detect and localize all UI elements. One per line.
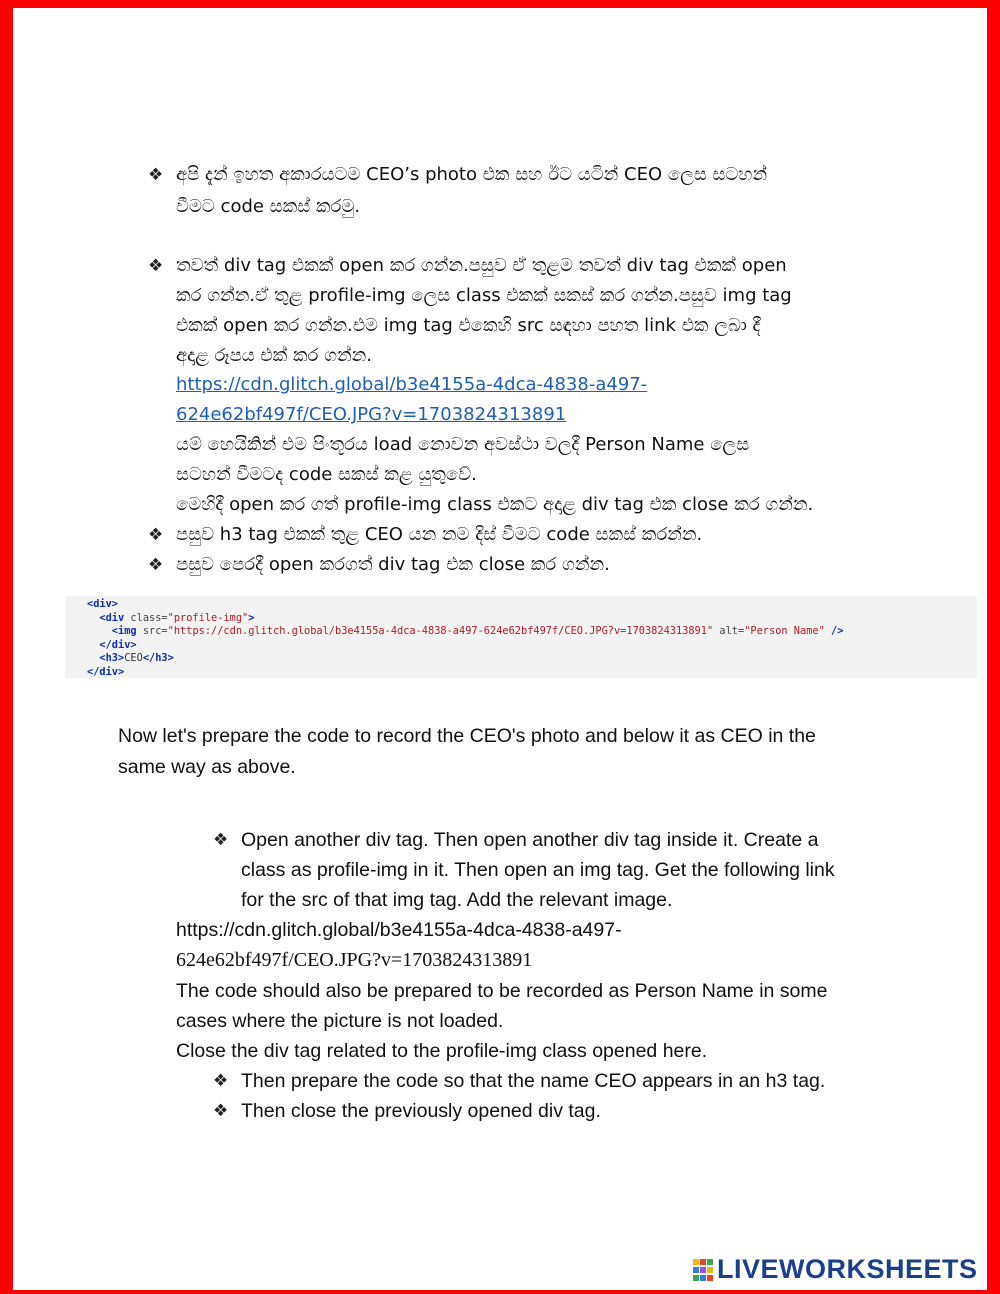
english-b1-line2: class as profile-img in it. Then open an img tag. Get the following link bbox=[241, 859, 835, 881]
bullet-icon: ❖ bbox=[148, 165, 164, 185]
liveworksheets-logo-icon bbox=[693, 1259, 713, 1281]
sinhala-b1-line1: අපි දැන් ඉහත අකාරයටම CEO’s photo එක සහ ඊට යටින් CEO ලෙස සටහන් bbox=[176, 164, 768, 185]
bullet-icon: ❖ bbox=[213, 1071, 229, 1091]
sinhala-b2-line5: යම් හෙයිකින් එම පිංතූරය load නොවන අවස්ථා වලදී Person Name ලෙස bbox=[176, 434, 750, 455]
ceo-image-link-cont[interactable]: 624e62bf497f/CEO.JPG?v=1703824313891 bbox=[176, 404, 567, 425]
sinhala-b2-line7: මෙහිදී open කර ගත් profile-img class එකට අදාළ div tag එක close කර ගන්න. bbox=[176, 494, 814, 515]
sinhala-b2-line2: කර ගන්න.ඒ තුළ profile-img ලෙස class එකක් සකස් කර ගන්න.පසුව img tag bbox=[176, 285, 792, 306]
bullet-icon: ❖ bbox=[148, 256, 164, 276]
sinhala-b2-line6: සටහන් වීමටද code සකස් කළ යුතුවේ. bbox=[176, 464, 477, 485]
english-link-line2: 624e62bf497f/CEO.JPG?v=1703824313891 bbox=[176, 949, 533, 971]
sinhala-b1-line2: වීමට code සකස් කරමු. bbox=[176, 196, 361, 217]
bullet-icon: ❖ bbox=[213, 1101, 229, 1121]
sinhala-b2-line4: අදාළ රූපය එක් කර ගන්න. bbox=[176, 345, 372, 366]
bullet-icon: ❖ bbox=[213, 830, 229, 850]
english-link-line1: https://cdn.glitch.global/b3e4155a-4dca-4838-a497- bbox=[176, 919, 622, 941]
english-b1-line3: for the src of that img tag. Add the relevant image. bbox=[241, 889, 673, 911]
sinhala-b3: පසුව h3 tag එකක් තුළ CEO යන නම දිස් වීමට code සකස් කරන්න. bbox=[176, 524, 703, 545]
english-para-line2: cases where the picture is not loaded. bbox=[176, 1010, 504, 1032]
english-b2: Then prepare the code so that the name CEO appears in an h3 tag. bbox=[241, 1070, 826, 1092]
english-intro-line2: same way as above. bbox=[118, 756, 296, 778]
liveworksheets-logo-text: LIVEWORKSHEETS bbox=[717, 1254, 978, 1284]
bullet-icon: ❖ bbox=[148, 525, 164, 545]
english-b1-line1: Open another div tag. Then open another div tag inside it. Create a bbox=[241, 829, 819, 851]
sinhala-b2-line3: එකක් open කර ගන්න.එම img tag එකෙහි src සඳහා පහත link එක ලබා දී bbox=[176, 315, 761, 336]
ceo-image-link[interactable]: https://cdn.glitch.global/b3e4155a-4dca-4838-a497- bbox=[176, 374, 648, 395]
english-para-line3: Close the div tag related to the profile-img class opened here. bbox=[176, 1040, 708, 1062]
sinhala-b2-line1: තවත් div tag එකක් open කර ගන්න.පසුව ඒ තුළම තවත් div tag එකක් open bbox=[176, 255, 787, 276]
english-b3: Then close the previously opened div tag. bbox=[241, 1100, 601, 1122]
code-snippet: <div> <div class="profile-img"> <img src="https://cdn.glitch.global/b3e4155a-4dca-4838-a497-624e62bf497f/CEO.JPG?v=1703824313891" alt="Person Name" /> </div> <h3>CEO</h3> </div> bbox=[65, 596, 977, 678]
english-para-line1: The code should also be prepared to be recorded as Person Name in some bbox=[176, 980, 828, 1002]
sinhala-b4: පසුව පෙරදී open කරගත් div tag එක close කර ගන්න. bbox=[176, 554, 610, 575]
english-intro-line1: Now let's prepare the code to record the CEO's photo and below it as CEO in the bbox=[118, 725, 816, 747]
bullet-icon: ❖ bbox=[148, 555, 164, 575]
